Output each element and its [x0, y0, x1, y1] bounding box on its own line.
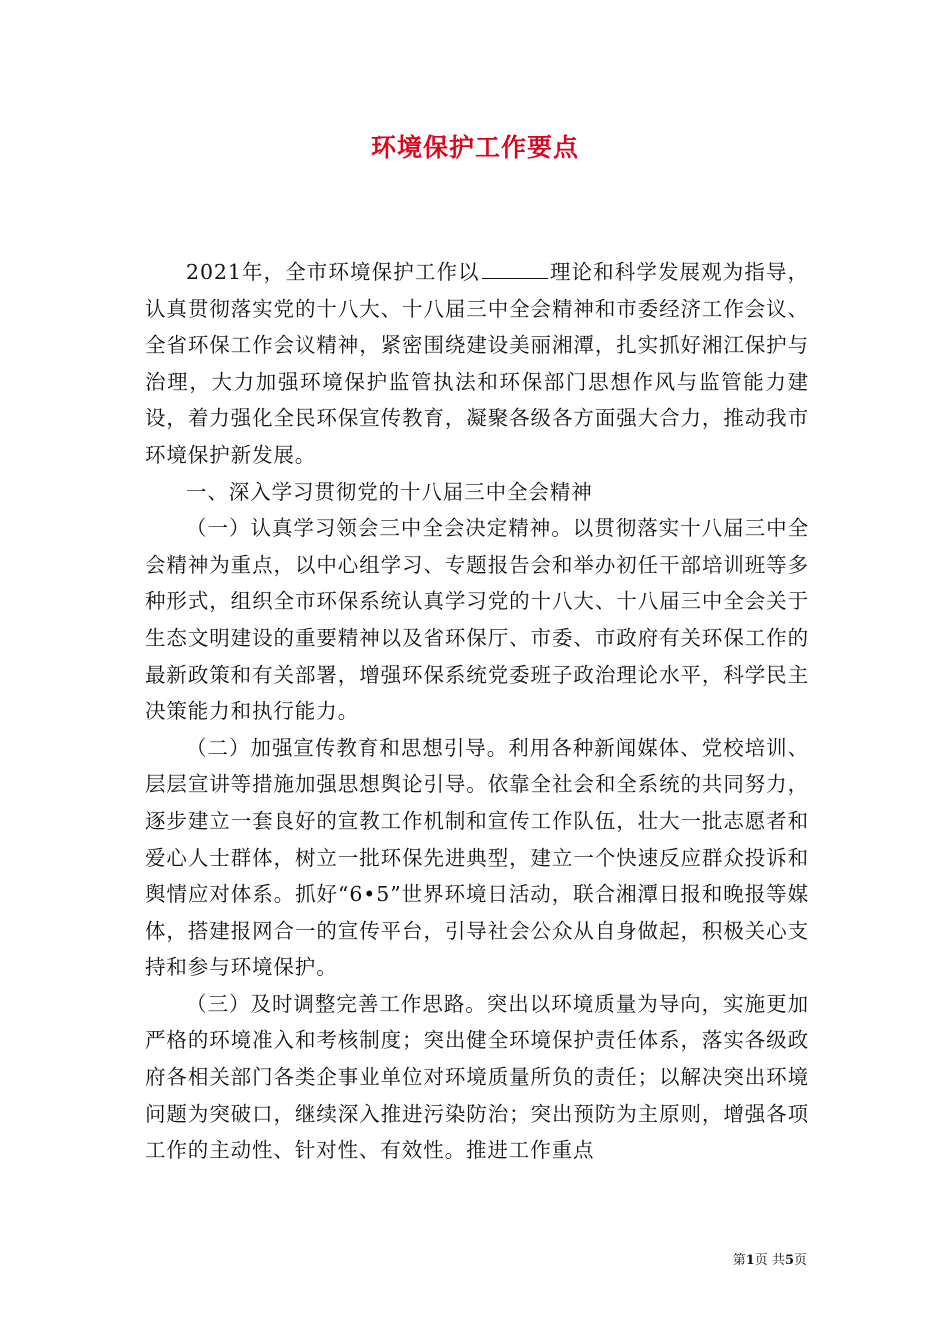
- fill-in-blank-line: [482, 260, 548, 279]
- item-paragraph-3: （三）及时调整完善工作思路。突出以环境质量为导向，实施更加严格的环境准入和考核制度；突出健全环境保护责任体系，落实各级政府各相关部门各类企事业单位对环境质量所负的责任；以解决突出环境问题为突破口，继续深入推进污染防治；突出预防为主原则，增强各项工作的主动性、针对性、有效性。推进工作重点: [145, 991, 809, 1163]
- document-body: [145, 254, 809, 1169]
- current-page-number: 1: [745, 1253, 755, 1268]
- footer-prefix: 第: [732, 1253, 746, 1268]
- item-paragraph-1: （一）认真学习领会三中全会决定精神。以贯彻落实十八届三中全会精神为重点，以中心组学习、专题报告会和举办初任干部培训班等多种形式，组织全市环保系统认真学习党的十八大、十八届三中全会关于生态文明建设的重要精神以及省环保厅、市委、市政府有关环保工作的最新政策和有关部署，增强环保系统党委班子政治理论水平，科学民主决策能力和执行能力。: [145, 516, 809, 724]
- total-pages-number: 5: [784, 1253, 794, 1268]
- intro-text-before-blank: 2021年，全市环境保护工作以: [186, 260, 480, 284]
- document-title: 环境保护工作要点: [370, 133, 579, 162]
- intro-paragraph: [145, 254, 809, 474]
- intro-text-after-blank: 理论和科学发展观为指导，认真贯彻落实党的十八大、十八届三中全会精神和市委经济工作会议、全省环保工作会议精神，紧密围绕建设美丽湘潭，扎实抓好湘江保护与治理，大力加强环境保护监管执法和环保部门思想作风与监管能力建设，着力强化全民环保宣传教育，凝聚各级各方面强大合力，推动我市环境保护新发展。: [145, 260, 809, 467]
- section-heading: 一、深入学习贯彻党的十八届三中全会精神: [186, 479, 593, 504]
- page-footer: [733, 1249, 807, 1268]
- item-paragraph-2: （二）加强宣传教育和思想引导。利用各种新闻媒体、党校培训、层层宣讲等措施加强思想舆论引导。依靠全社会和全系统的共同努力，逐步建立一套良好的宣教工作机制和宣传工作队伍，壮大一批志愿者和爱心人士群体，树立一批环保先进典型，建立一个快速反应群众投诉和舆情应对体系。抓好“6•5”世界环境日活动，联合湘潭日报和晚报等媒体，搭建报网合一的宣传平台，引导社会公众从自身做起，积极关心支持和参与环境保护。: [145, 735, 809, 980]
- footer-suffix: 页: [793, 1253, 807, 1268]
- footer-middle: 页 共: [754, 1253, 785, 1268]
